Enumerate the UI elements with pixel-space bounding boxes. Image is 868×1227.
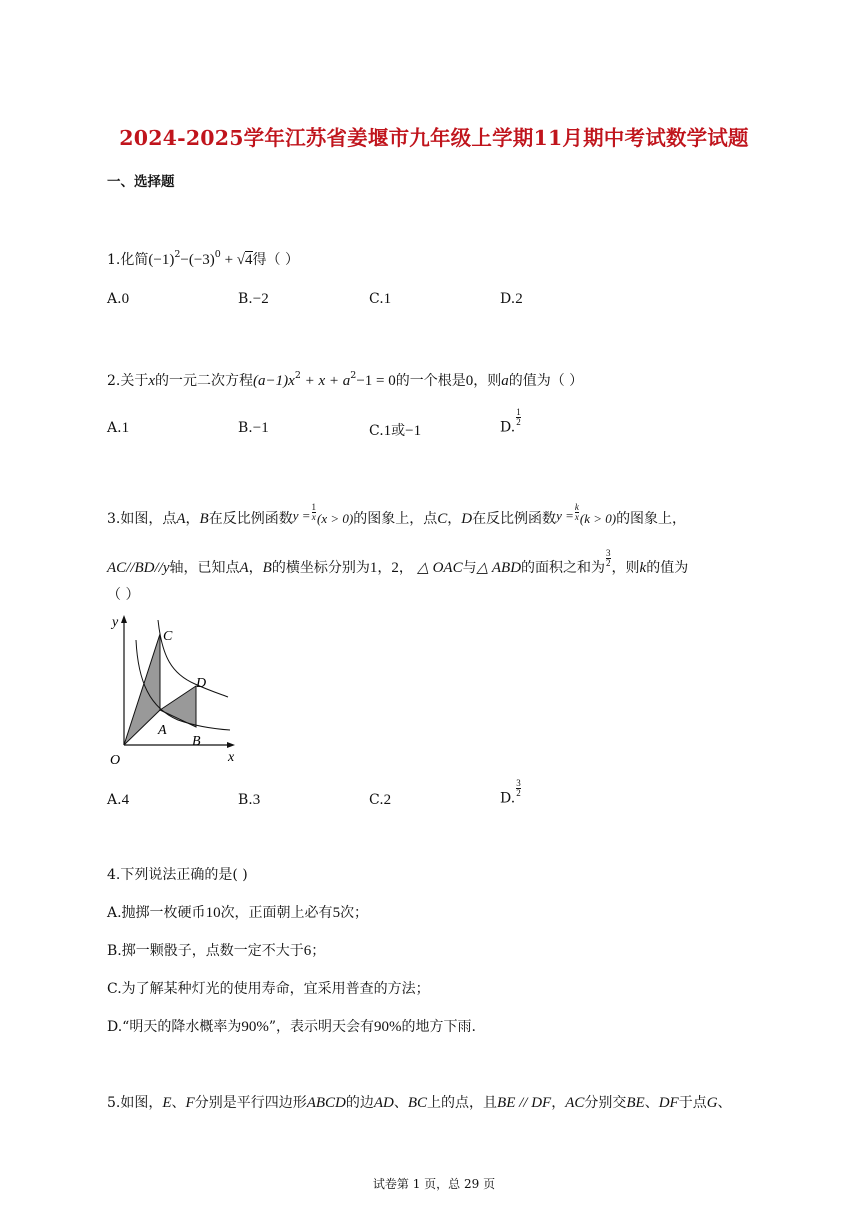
q5-e-sep: 、	[393, 1095, 408, 1111]
page-title: 2024-2025学年江苏省姜堰市九年级上学期11月期中考试数学试题	[119, 126, 749, 150]
question-3-line-1	[107, 503, 686, 528]
q1-exp-b: 0	[214, 249, 221, 260]
fig-label-x: x	[228, 750, 235, 765]
q1-option-b-value: −2	[252, 291, 269, 307]
q1-prefix: 1.化简	[107, 252, 149, 268]
q5-k: 、	[717, 1095, 732, 1111]
q1-option-b	[238, 291, 269, 308]
q3-option-d-fraction	[516, 779, 521, 798]
q4-d-num-1: 90%	[241, 1019, 269, 1035]
q3-f1-den: x	[311, 512, 316, 522]
q3-comma-2: ，	[447, 511, 462, 527]
q3-point-a-2: A	[239, 560, 249, 576]
page-footer: 试卷第 1 页，总 29 页	[372, 1177, 496, 1191]
q3-line2-d: ，	[398, 560, 413, 576]
q2-d-den: 2	[516, 417, 521, 427]
q3-line1-b: 在反比例函数	[208, 511, 293, 527]
q4-a-text-3: 次；	[340, 905, 369, 921]
question-3-line-2	[107, 549, 688, 577]
q5-e: E	[162, 1095, 172, 1111]
y-axis-arrow-icon	[121, 615, 127, 623]
q2-root: 0	[465, 373, 474, 389]
q1-exp-a: 2	[174, 249, 181, 260]
q2-option-d-fraction	[516, 408, 521, 427]
q3-line2-e: 与	[462, 560, 477, 576]
q5-f-text: 上的点，且	[427, 1095, 498, 1111]
q5-i: 、	[644, 1095, 659, 1111]
q3-line1-c: 的图象上，点	[353, 511, 438, 527]
q5-df: DF	[658, 1095, 679, 1111]
q2-option-b-label: B.	[238, 420, 253, 436]
q1-expr-b: −(−3)	[180, 252, 215, 268]
q2-eq-d: −1 = 0	[356, 373, 396, 389]
q3-comma-1: ，	[185, 511, 200, 527]
q2-option-c-value: 1	[383, 423, 392, 439]
section-heading: 一、选择题	[107, 174, 175, 190]
q1-option-c-label: C.	[369, 291, 384, 307]
q3-comma-4: ，	[377, 560, 392, 576]
q5-ac: AC	[565, 1095, 585, 1111]
q2-prefix: 2.关于	[107, 373, 149, 389]
q3-d-num: 3	[516, 778, 521, 788]
question-4: 4.下列说法正确的是( )	[107, 867, 248, 883]
q2-option-a-label: A.	[107, 420, 122, 436]
q1-expr-a: (−1)	[148, 252, 175, 268]
q4-d-text-2: ”，表示明天会有	[268, 1019, 375, 1035]
q2-eq-b: −1)x	[265, 373, 295, 389]
q2-eq-a: (a	[253, 373, 266, 389]
q3-line1-a: 3.如图，点	[107, 511, 177, 527]
q5-d: 的边	[345, 1095, 374, 1111]
q3-line2-g: ，则	[611, 560, 640, 576]
q2-option-d	[500, 408, 522, 436]
q3-figure	[100, 612, 245, 772]
q3-v2: 2	[391, 560, 399, 576]
q3-option-c	[369, 792, 391, 809]
q3-k: k	[639, 560, 647, 576]
q5-a: 5.如图，	[107, 1095, 163, 1111]
q2-var-a: a	[501, 373, 509, 389]
q4-b-text-2: ；	[311, 943, 326, 959]
question-5	[107, 1092, 732, 1112]
q4-a-text-1: A.抛掷一枚硬币	[107, 905, 206, 921]
q4-b-num: 6	[303, 943, 312, 959]
q2-option-a-value: 1	[121, 420, 130, 436]
q3-f2-num: k	[574, 502, 579, 512]
q5-bc: BC	[407, 1095, 428, 1111]
q5-par: BE // DF	[497, 1095, 552, 1111]
q5-j: 于点	[678, 1095, 707, 1111]
q1-option-c-value: 1	[383, 291, 392, 307]
q2-option-c-value2: −1	[405, 423, 422, 439]
q3-f1-num: 1	[311, 502, 316, 512]
q1-option-d-label: D.	[500, 291, 516, 307]
q3-comma-3: ，	[248, 560, 263, 576]
q1-plus: +	[220, 252, 237, 268]
q4-option-c: C.为了解某种灯光的使用寿命，宜采用普查的方法；	[107, 981, 430, 997]
q3-line1-d: 在反比例函数	[472, 511, 557, 527]
q3-tri2: △ ABD	[476, 560, 522, 576]
q2-mid3: ，则	[473, 373, 502, 389]
q2-suffix: 的值为（ ）	[508, 373, 584, 389]
triangle-oac	[124, 634, 160, 745]
q2-option-d-label: D.	[500, 419, 516, 436]
q4-option-a	[107, 902, 368, 922]
q4-d-text-1: D.“明天的降水概率为	[107, 1019, 242, 1035]
q3-option-b	[238, 792, 260, 809]
q2-eq-exp: 2	[294, 370, 301, 381]
q3-d-den: 2	[516, 788, 521, 798]
q3-f2-den: x	[574, 512, 579, 522]
q3-line2-f: 的面积之和为	[521, 560, 606, 576]
q1-option-a-label: A.	[107, 291, 122, 307]
fig-label-a: A	[158, 723, 167, 738]
q3-option-b-value: 3	[252, 792, 261, 808]
q4-a-text-2: 次，正面朝上必有	[220, 905, 333, 921]
q3-f1-fraction	[312, 503, 317, 522]
q1-option-a-value: 0	[121, 291, 130, 307]
q5-be: BE	[626, 1095, 645, 1111]
q3-line2-h: 的值为	[646, 560, 689, 576]
q3-option-c-value: 2	[383, 792, 392, 808]
q3-f2-fraction	[575, 503, 579, 522]
q1-option-a	[107, 291, 129, 308]
q3-point-a: A	[176, 511, 186, 527]
q5-abcd: ABCD	[306, 1095, 346, 1111]
q3-tri1: △ OAC	[417, 560, 463, 576]
q4-a-num-1: 10	[205, 905, 221, 921]
q3-line2-c: 的横坐标分别为	[271, 560, 370, 576]
q3-line-3: （ ）	[107, 587, 140, 603]
q4-d-text-3: 的地方下雨.	[401, 1019, 476, 1035]
q2-eq-c: + x + a	[300, 373, 351, 389]
fig-label-d: D	[196, 676, 207, 691]
q4-b-text-1: B.掷一颗骰子，点数一定不大于	[107, 943, 304, 959]
q3-point-b: B	[199, 511, 209, 527]
q5-h: 分别交	[584, 1095, 627, 1111]
q3-option-a	[107, 792, 129, 809]
q2-option-c-label: C.	[369, 423, 384, 439]
q3-f1-cond: (x > 0)	[317, 511, 354, 526]
fig-label-o: O	[110, 753, 121, 768]
q4-option-b	[107, 940, 325, 960]
fig-label-b: B	[192, 734, 201, 749]
q3-v1: 1	[369, 560, 378, 576]
fig-label-y: y	[112, 615, 119, 630]
q3-option-b-label: B.	[238, 792, 253, 808]
q1-option-c	[369, 291, 391, 308]
q1-sqrt-value: 4	[245, 252, 253, 268]
q3-f2-cond: (k > 0)	[579, 511, 617, 526]
q2-mid1: 的一元二次方程	[155, 373, 254, 389]
q3-option-a-label: A.	[107, 792, 122, 808]
q3-f1-y: y =	[292, 508, 311, 523]
q5-g: ，	[551, 1095, 566, 1111]
q4-a-num-2: 5	[332, 905, 341, 921]
triangle-abd	[160, 686, 196, 727]
sqrt-icon: √	[236, 252, 246, 268]
q2-option-a	[107, 420, 129, 437]
q2-d-num: 1	[516, 407, 521, 417]
q3-point-c: C	[437, 511, 448, 527]
q2-option-c-or: 或	[391, 423, 406, 439]
q2-option-b-value: −1	[252, 420, 269, 436]
q2-mid2: 的一个根是	[395, 373, 466, 389]
q3-point-b-2: B	[262, 560, 272, 576]
q2-option-c	[369, 420, 421, 440]
q3-frac-den: 2	[606, 558, 611, 568]
q5-c: 分别是平行四边形	[194, 1095, 307, 1111]
q3-parallel: AC//BD//y	[107, 560, 170, 576]
q5-f: F	[185, 1095, 195, 1111]
q3-option-c-label: C.	[369, 792, 384, 808]
q3-area-fraction	[606, 549, 611, 568]
q5-b: 、	[171, 1095, 186, 1111]
q3-f2-y: y =	[556, 508, 574, 523]
q3-option-d-label: D.	[500, 790, 516, 807]
q3-line2-b: 轴，已知点	[169, 560, 240, 576]
q3-frac-num: 3	[606, 548, 611, 558]
q2-var-x: x	[148, 373, 156, 389]
question-1	[107, 249, 299, 269]
q3-line1-e: 的图象上，	[616, 511, 687, 527]
x-axis-arrow-icon	[227, 742, 235, 748]
q3-option-d	[500, 779, 522, 807]
q5-g-point: G	[706, 1095, 718, 1111]
q5-ad: AD	[373, 1095, 394, 1111]
q1-option-d	[500, 291, 523, 308]
q1-suffix: 得（ ）	[252, 252, 299, 268]
q3-option-a-value: 4	[121, 792, 130, 808]
q2-option-b	[238, 420, 269, 437]
q4-d-num-2: 90%	[374, 1019, 402, 1035]
q3-point-d: D	[461, 511, 473, 527]
question-2	[107, 370, 583, 390]
q1-option-b-label: B.	[238, 291, 253, 307]
fig-label-c: C	[163, 629, 173, 644]
q2-eq-exp2: 2	[350, 370, 357, 381]
q4-option-d	[107, 1016, 476, 1036]
q1-option-d-value: 2	[515, 291, 523, 307]
